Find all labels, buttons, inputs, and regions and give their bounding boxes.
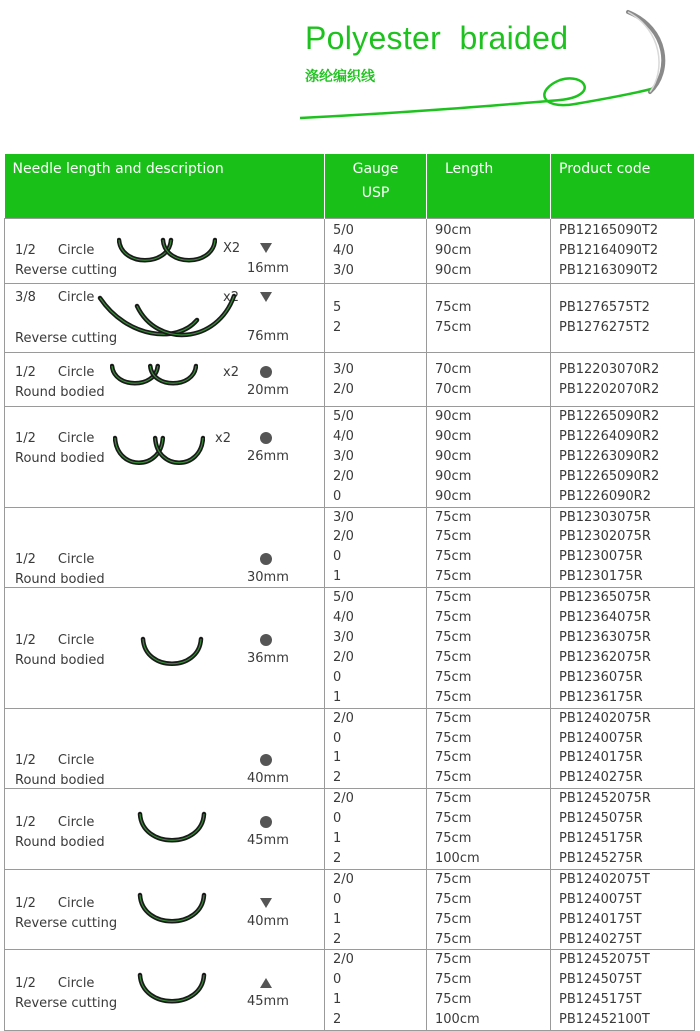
page-header	[0, 0, 700, 150]
gauge-cell	[325, 950, 427, 1031]
product-code: PB1245075R	[559, 811, 643, 827]
needle-curve: 1/2	[15, 976, 36, 992]
needle-point-type: Reverse cutting	[15, 331, 118, 346]
product-code: PB1230175R	[559, 569, 643, 585]
product-code: PB12365075R	[559, 590, 651, 606]
needle-description-cell	[5, 708, 325, 789]
needle-quantity: x2	[223, 290, 239, 305]
gauge-value: 0	[333, 891, 342, 907]
product-code-cell	[551, 407, 695, 508]
length-value: 75cm	[435, 689, 472, 705]
length-value: 75cm	[435, 529, 472, 545]
product-code: PB12165090T2	[559, 223, 659, 239]
length-value: 70cm	[435, 361, 472, 377]
needle-size: 26mm	[247, 449, 289, 464]
gauge-cell	[325, 284, 427, 353]
header-product-code: Product code	[551, 154, 695, 219]
gauge-value: 4/0	[333, 428, 354, 444]
needle-shape: Circle	[57, 290, 95, 305]
length-value: 75cm	[435, 569, 472, 585]
product-code-cell	[551, 950, 695, 1031]
product-code: PB1236075R	[559, 669, 643, 685]
gauge-value: 1	[333, 911, 342, 927]
length-value: 90cm	[435, 409, 472, 424]
gauge-cell	[325, 507, 427, 588]
gauge-value: 2/0	[333, 468, 354, 484]
needle-curve: 1/2	[15, 243, 36, 258]
gauge-cell	[325, 588, 427, 708]
needle-size: 76mm	[247, 329, 289, 344]
length-value: 75cm	[435, 952, 472, 968]
needle-image	[113, 435, 205, 475]
length-cell	[427, 789, 551, 870]
length-value: 75cm	[435, 300, 472, 316]
product-code: PB1245175R	[559, 831, 643, 847]
needle-point-type: Reverse cutting	[15, 996, 118, 1012]
product-code-cell	[551, 284, 695, 353]
gauge-value: 3/0	[333, 262, 354, 278]
gauge-value: 2	[333, 1012, 342, 1028]
needle-curve-label	[15, 363, 94, 383]
gauge-value: 3/0	[333, 361, 354, 377]
needle-size: 40mm	[247, 913, 289, 929]
needle-curve-label	[15, 631, 94, 651]
product-code: PB12364075R	[559, 610, 651, 626]
length-cell	[427, 950, 551, 1031]
length-value: 75cm	[435, 831, 472, 847]
length-value: 75cm	[435, 811, 472, 827]
needle-size: 45mm	[247, 994, 289, 1010]
needle-curve: 1/2	[15, 431, 36, 446]
needle-quantity: x2	[223, 365, 239, 380]
gauge-value: 2	[333, 770, 342, 786]
needle-shape: Circle	[57, 752, 95, 768]
length-value: 75cm	[435, 649, 472, 665]
table-row	[5, 219, 695, 284]
length-value: 75cm	[435, 730, 472, 746]
circle-icon	[259, 552, 273, 566]
product-code: PB12402075R	[559, 710, 651, 726]
needle-description-cell	[5, 284, 325, 353]
gauge-value: 2	[333, 320, 342, 335]
gauge-value: 2/0	[333, 952, 354, 968]
gauge-value: 0	[333, 730, 342, 746]
gauge-value: 5/0	[333, 223, 354, 239]
product-code: PB12452075R	[559, 791, 651, 807]
product-code: PB1276275T2	[559, 320, 650, 335]
product-code: PB1240075T	[559, 891, 642, 907]
page-subtitle: 涤纶编织线	[305, 69, 375, 85]
needle-description-cell	[5, 407, 325, 508]
product-code: PB1240275T	[559, 931, 642, 947]
triangle-down-icon	[259, 241, 273, 255]
gauge-value: 1	[333, 689, 342, 705]
needle-shape: Circle	[57, 365, 95, 380]
product-code-cell	[551, 708, 695, 789]
needle-point-type: Reverse cutting	[15, 263, 118, 278]
length-value: 75cm	[435, 931, 472, 947]
length-cell	[427, 219, 551, 284]
gauge-value: 5/0	[333, 409, 354, 424]
needle-size: 20mm	[247, 383, 289, 398]
length-value: 75cm	[435, 710, 472, 726]
product-code: PB12264090R2	[559, 428, 660, 444]
product-code: PB12265090R2	[559, 409, 660, 424]
length-value: 75cm	[435, 891, 472, 907]
table-body	[5, 219, 695, 1031]
needle-description-cell	[5, 588, 325, 708]
needle-curve-label	[15, 813, 94, 833]
length-value: 100cm	[435, 1012, 480, 1028]
needle-shape: Circle	[57, 243, 95, 258]
needle-point-type: Round bodied	[15, 772, 105, 788]
needle-description-cell	[5, 219, 325, 284]
needle-curve-label	[15, 241, 94, 261]
triangle-down-icon	[259, 290, 273, 304]
needle-description-cell	[5, 507, 325, 588]
table-row	[5, 789, 695, 870]
needle-curve: 3/8	[15, 290, 36, 305]
length-value: 75cm	[435, 610, 472, 626]
gauge-value: 5/0	[333, 590, 354, 606]
product-code-cell	[551, 869, 695, 950]
needle-curve: 1/2	[15, 752, 36, 768]
needle-curve-label	[15, 974, 94, 994]
length-value: 90cm	[435, 223, 472, 239]
needle-size: 45mm	[247, 833, 289, 849]
length-value: 90cm	[435, 468, 472, 484]
triangle-up-icon	[259, 976, 273, 990]
length-value: 75cm	[435, 320, 472, 335]
table-row	[5, 869, 695, 950]
needle-curve-label	[15, 894, 94, 914]
length-cell	[427, 407, 551, 508]
needle-curve: 1/2	[15, 895, 36, 911]
needle-description-cell	[5, 789, 325, 870]
gauge-cell	[325, 789, 427, 870]
needle-size: 36mm	[247, 651, 289, 667]
length-value: 100cm	[435, 850, 480, 866]
gauge-value: 2/0	[333, 381, 354, 397]
length-cell	[427, 284, 551, 353]
gauge-value: 2	[333, 931, 342, 947]
length-value: 90cm	[435, 488, 472, 504]
gauge-value: 2/0	[333, 710, 354, 726]
needle-shape: Circle	[57, 551, 95, 567]
product-code: PB12363075R	[559, 629, 651, 645]
product-code: PB12302075R	[559, 529, 651, 545]
gauge-value: 1	[333, 750, 342, 766]
header-description: Needle length and description	[5, 154, 325, 219]
gauge-value: 2	[333, 850, 342, 866]
needle-size: 40mm	[247, 770, 289, 786]
needle-point-type: Round bodied	[15, 451, 105, 466]
product-code: PB12402075T	[559, 871, 650, 887]
needle-curve: 1/2	[15, 633, 36, 649]
length-value: 75cm	[435, 590, 472, 606]
gauge-value: 1	[333, 831, 342, 847]
table-header-row	[5, 154, 695, 219]
length-value: 90cm	[435, 428, 472, 444]
product-code: PB1230075R	[559, 549, 643, 565]
gauge-value: 2/0	[333, 529, 354, 545]
needle-image	[137, 811, 207, 851]
needle-image	[137, 972, 207, 1012]
needle-quantity: X2	[223, 241, 241, 256]
length-value: 75cm	[435, 750, 472, 766]
table-row	[5, 353, 695, 407]
product-code: PB1245175T	[559, 992, 642, 1008]
length-value: 75cm	[435, 770, 472, 786]
gauge-value: 1	[333, 992, 342, 1008]
gauge-value: 2/0	[333, 791, 354, 807]
product-code-cell	[551, 588, 695, 708]
needle-image	[117, 237, 217, 271]
needle-description-cell	[5, 353, 325, 407]
table-row	[5, 284, 695, 353]
gauge-value: 0	[333, 972, 342, 988]
gauge-value: 4/0	[333, 610, 354, 626]
needle-point-type: Reverse cutting	[15, 915, 118, 931]
product-code-cell	[551, 507, 695, 588]
product-code: PB12263090R2	[559, 448, 660, 464]
gauge-cell	[325, 869, 427, 950]
needle-size: 30mm	[247, 569, 289, 585]
product-code: PB1245075T	[559, 972, 642, 988]
needle-size: 16mm	[247, 261, 289, 276]
gauge-value: 3/0	[333, 629, 354, 645]
needle-point-type: Round bodied	[15, 653, 105, 669]
gauge-value: 1	[333, 569, 342, 585]
needle-curve-label	[15, 751, 94, 771]
gauge-value: 0	[333, 488, 342, 504]
needle-shape: Circle	[57, 976, 95, 992]
needle-image	[110, 363, 198, 393]
product-code-cell	[551, 353, 695, 407]
header-gauge-line2: USP	[361, 185, 390, 201]
product-code-cell	[551, 789, 695, 870]
length-value: 90cm	[435, 262, 472, 278]
product-code: PB1240175R	[559, 750, 643, 766]
table-row	[5, 407, 695, 508]
needle-curve-label	[15, 429, 94, 449]
length-cell	[427, 353, 551, 407]
table-row	[5, 950, 695, 1031]
needle-curve: 1/2	[15, 551, 36, 567]
needle-shape: Circle	[57, 895, 95, 911]
product-code: PB12452075T	[559, 952, 650, 968]
length-value: 75cm	[435, 509, 472, 525]
gauge-value: 0	[333, 811, 342, 827]
header-gauge-line1: Gauge	[352, 161, 399, 177]
product-code: PB12303075R	[559, 509, 651, 525]
gauge-value: 4/0	[333, 243, 354, 259]
needle-image	[97, 292, 237, 344]
product-code: PB1245275R	[559, 850, 643, 866]
triangle-down-icon	[259, 896, 273, 910]
circle-icon	[259, 633, 273, 647]
length-cell	[427, 869, 551, 950]
length-value: 75cm	[435, 911, 472, 927]
needle-shape: Circle	[57, 815, 95, 831]
gauge-cell	[325, 407, 427, 508]
needle-curve-label	[15, 288, 94, 308]
gauge-cell	[325, 708, 427, 789]
needle-curve-label	[15, 550, 94, 570]
page-title: Polyester braided	[305, 20, 569, 56]
product-code: PB1240275R	[559, 770, 643, 786]
length-value: 75cm	[435, 669, 472, 685]
gauge-value: 5	[333, 300, 342, 316]
needle-curve: 1/2	[15, 365, 36, 380]
circle-icon	[259, 365, 273, 379]
product-code: PB12202070R2	[559, 381, 660, 397]
needle-point-type: Round bodied	[15, 385, 105, 400]
length-value: 90cm	[435, 448, 472, 464]
product-code: PB12203070R2	[559, 361, 660, 377]
needle-shape: Circle	[57, 431, 95, 446]
gauge-value: 2/0	[333, 871, 354, 887]
length-value: 75cm	[435, 992, 472, 1008]
needle-image	[137, 892, 207, 932]
product-code: PB1276575T2	[559, 300, 650, 316]
header-length: Length	[427, 154, 551, 219]
needle-description-cell	[5, 950, 325, 1031]
gauge-value: 0	[333, 549, 342, 565]
table-row	[5, 507, 695, 588]
length-value: 75cm	[435, 629, 472, 645]
product-code: PB1240175T	[559, 911, 642, 927]
length-value: 75cm	[435, 791, 472, 807]
length-value: 70cm	[435, 381, 472, 397]
gauge-value: 0	[333, 669, 342, 685]
header-gauge	[325, 154, 427, 219]
product-code: PB1226090R2	[559, 488, 651, 504]
needle-shape: Circle	[57, 633, 95, 649]
needle-quantity: x2	[215, 431, 231, 446]
gauge-cell	[325, 353, 427, 407]
length-cell	[427, 708, 551, 789]
gauge-cell	[325, 219, 427, 284]
gauge-value: 3/0	[333, 448, 354, 464]
product-code: PB12362075R	[559, 649, 651, 665]
product-code: PB12452100T	[559, 1012, 650, 1028]
length-cell	[427, 588, 551, 708]
length-value: 75cm	[435, 972, 472, 988]
table-row	[5, 708, 695, 789]
product-code-cell	[551, 219, 695, 284]
length-value: 75cm	[435, 549, 472, 565]
needle-description-cell	[5, 869, 325, 950]
product-code: PB12163090T2	[559, 262, 659, 278]
gauge-value: 2/0	[333, 649, 354, 665]
product-code: PB12265090R2	[559, 468, 660, 484]
length-value: 75cm	[435, 871, 472, 887]
needle-image	[140, 636, 204, 674]
length-cell	[427, 507, 551, 588]
product-code: PB12164090T2	[559, 243, 659, 259]
needle-curve: 1/2	[15, 815, 36, 831]
table-row	[5, 588, 695, 708]
needle-point-type: Round bodied	[15, 571, 105, 587]
gauge-value: 3/0	[333, 509, 354, 525]
length-value: 90cm	[435, 243, 472, 259]
circle-icon	[259, 753, 273, 767]
product-code: PB1240075R	[559, 730, 643, 746]
needle-point-type: Round bodied	[15, 835, 105, 851]
circle-icon	[259, 815, 273, 829]
circle-icon	[259, 431, 273, 445]
product-table	[4, 154, 695, 1031]
product-code: PB1236175R	[559, 689, 643, 705]
